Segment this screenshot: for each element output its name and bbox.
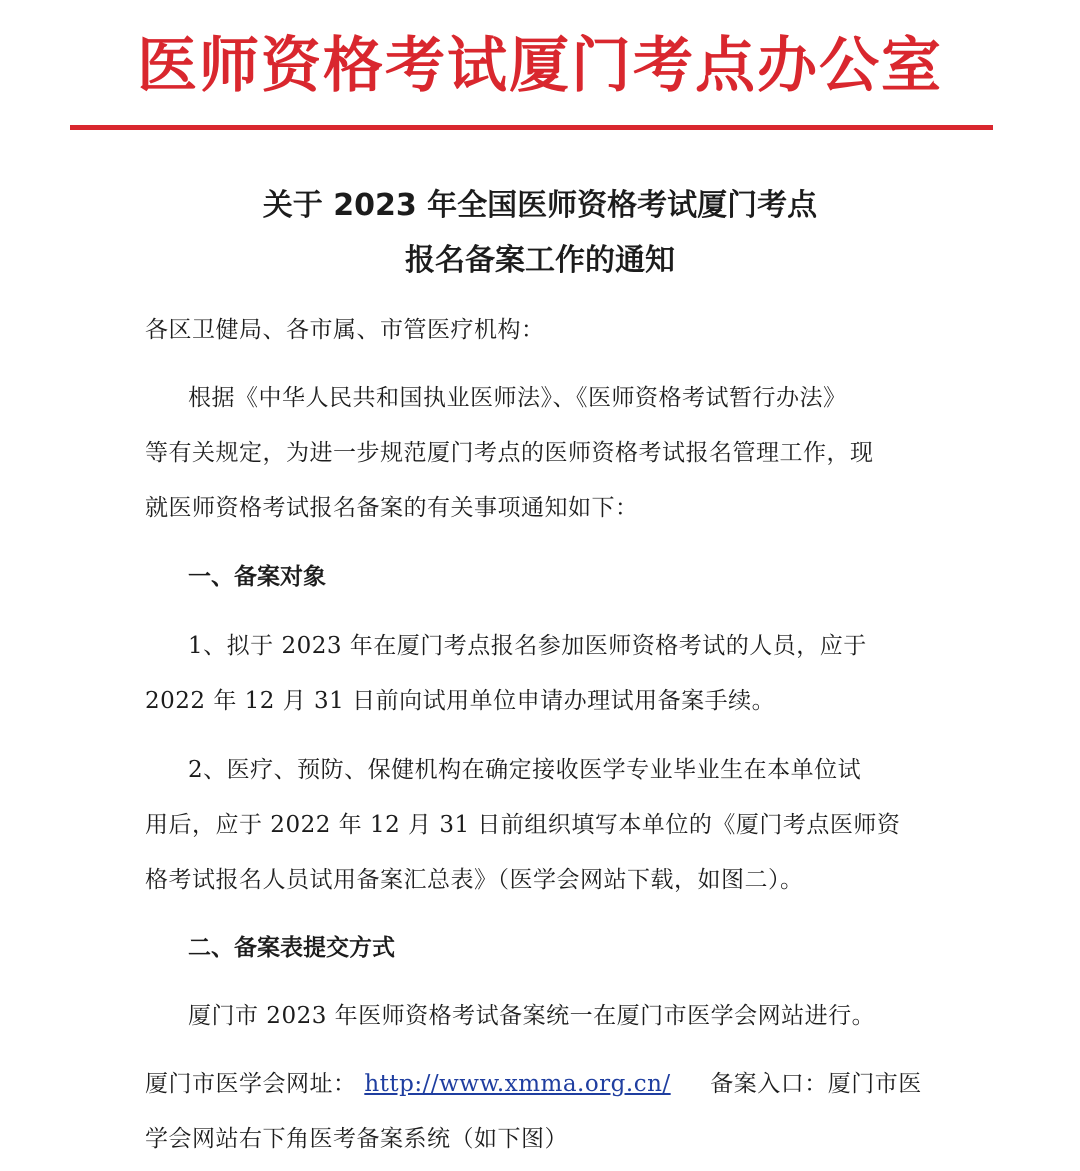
website-link[interactable]: http://www.xmma.org.cn/: [364, 1071, 671, 1097]
website-line: [145, 1068, 922, 1100]
section-1-item-2-line-2: 用后，应于 2022 年 12 月 31 日前组织填写本单位的《厦门考点医师资: [145, 812, 901, 838]
website-label: 厦门市医学会网址：: [145, 1071, 357, 1097]
intro-line-3: 就医师资格考试报名备案的有关事项通知如下：: [145, 495, 639, 521]
entry-text: 备案入口：厦门市医: [710, 1071, 922, 1097]
letterhead-title: 医师资格考试厦门考点办公室: [137, 31, 943, 101]
section-1-item-1-line-1: 1、拟于 2023 年在厦门考点报名参加医师资格考试的人员，应于: [188, 633, 867, 659]
section-2-heading: 二、备案表提交方式: [188, 935, 395, 961]
section-1-item-1-line-2: 2022 年 12 月 31 日前向试用单位申请办理试用备案手续。: [145, 688, 776, 714]
document-title-line-1: 关于 2023 年全国医师资格考试厦门考点: [262, 188, 818, 223]
section-2-paragraph: 厦门市 2023 年医师资格考试备案统一在厦门市医学会网站进行。: [188, 1003, 876, 1029]
section-1-heading: 一、备案对象: [188, 564, 326, 590]
entry-continuation: 学会网站右下角医考备案系统（如下图）: [145, 1126, 568, 1152]
document-title-line-2: 报名备案工作的通知: [405, 243, 675, 278]
section-1-item-2-line-3: 格考试报名人员试用备案汇总表》（医学会网站下载，如图二）。: [145, 867, 804, 893]
letterhead-red-rule: [70, 125, 993, 130]
intro-line-2: 等有关规定，为进一步规范厦门考点的医师资格考试报名管理工作，现: [145, 440, 874, 466]
section-1-item-2-line-1: 2、医疗、预防、保健机构在确定接收医学专业毕业生在本单位试: [188, 757, 862, 783]
salutation: 各区卫健局、各市属、市管医疗机构：: [145, 317, 545, 343]
intro-line-1: 根据《中华人民共和国执业医师法》、《医师资格考试暂行办法》: [188, 385, 847, 411]
